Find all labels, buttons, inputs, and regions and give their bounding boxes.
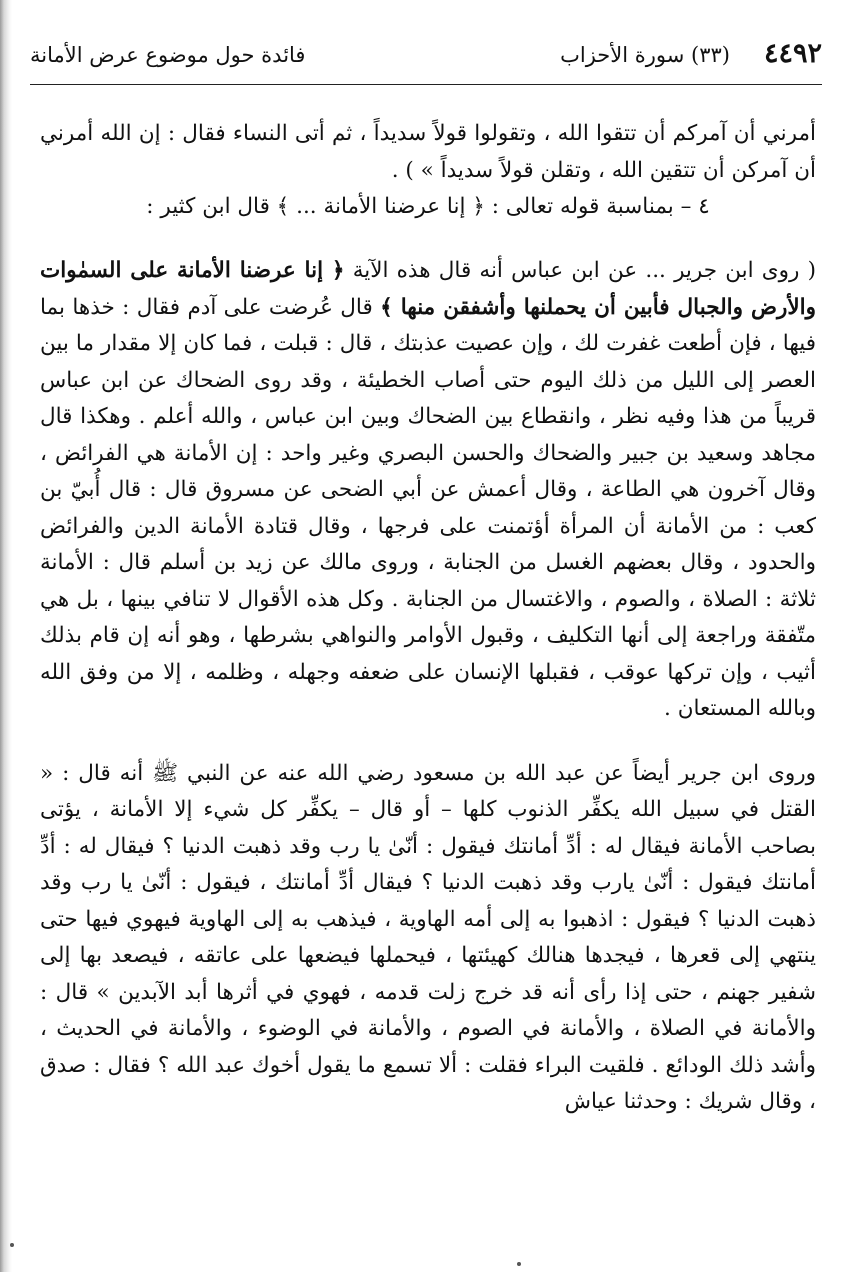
page-body: [40, 116, 816, 1121]
running-header: [30, 38, 822, 82]
paragraph-hadith: وروى ابن جرير أيضاً عن عبد الله بن مسعود رضي الله عنه عن النبي ﷺ أنه قال : « القتل في سبيل الله يكفِّر الذنوب كلها – أو قال – يكفِّر كل شيء إلا الأمانة ، يؤتى بصاحب الأمانة فيقال له : أدِّ أمانتك فيقول : أنّىٰ يا رب وقد ذهبت الدنيا ؟ فيقال له : أدِّ أمانتك فيقول : أنّىٰ يارب وقد ذهبت الدنيا ؟ فيقال أدِّ أمانتك ، فيقول : أنّىٰ يا رب وقد ذهبت الدنيا ؟ فيقول : اذهبوا به إلى أمه الهاوية ، فيذهب به إلى الهاوية فيهوي فيها حتى ينتهي إلى قعرها ، فيجدها هنالك كهيئتها ، فيحملها فيضعها على عاتقه ، فيصعد بها إلى شفير جهنم ، حتى إذا رأى أنه قد خرج زلت قدمه ، فهوي في أثرها أبد الآبدين » قال : والأمانة في الصلاة ، والأمانة في الصوم ، والأمانة في الوضوء ، والأمانة في الحديث ، وأشد ذلك الودائع . فلقيت البراء فقلت : ألا تسمع ما يقول أخوك عبد الله ؟ فقال : صدق ، وقال شريك : وحدثنا عياش: [40, 760, 816, 1114]
paragraph-intro: ( روى ابن جرير ... عن ابن عباس أنه قال هذه الآية: [344, 258, 816, 283]
section-heading: ٤ – بمناسبة قوله تعالى : ﴿ إنا عرضنا الأمانة ... ﴾ قال ابن كثير :: [146, 194, 710, 219]
paragraph-continuation: أمرني أن آمركم أن تتقوا الله ، وتقولوا قولاً سديداً ، ثم أتى النساء فقال : إن الله أمرني أن آمركن أن تتقين الله ، وتقلن قولاً سديداً » ) .: [40, 121, 816, 183]
page-binding-edge: [0, 0, 12, 1272]
scan-speck: [517, 1262, 521, 1266]
paragraph-text: قال عُرضت على آدم فقال : خذها بما فيها ، فإن أطعت غفرت لك ، وإن عصيت عذبتك ، قال : قبلت ، فما كان إلا مقدار ما بين العصر إلى الليل من ذلك اليوم حتى أصاب الخطيئة ، وقد روى الضحاك عن ابن عباس قريباً من هذا وفيه نظر ، وانقطاع بين الضحاك وبين ابن عباس ، والله أعلم . وهكذا قال مجاهد وسعيد بن جبير والضحاك والحسن البصري وغير واحد : إن الأمانة هي الفرائض ، وقال آخرون هي الطاعة ، وقال أعمش عن أبي الضحى عن مسروق قال : قال أُبيّ بن كعب : من الأمانة أن المرأة أؤتمنت على فرجها ، وقال قتادة الأمانة الدين والفرائض والحدود ، وقال بعضهم الغسل من الجنابة ، وروى مالك عن زيد بن أسلم قال : الأمانة ثلاثة : الصلاة ، والصوم ، والاغتسال من الجنابة . وكل هذه الأقوال لا تنافي بينها ، بل هي متّفقة وراجعة إلى أنها التكليف ، وقبول الأوامر والنواهي بشرطها ، وهو أنه إن قام بذلك أثيب ، وإن تركها عوقب ، فقبلها الإنسان على ضعفه وجهله ، وظلمه ، إلا من وفق الله وبالله المستعان .: [40, 294, 816, 721]
header-rule: [30, 84, 822, 85]
section-topic: فائدة حول موضوع عرض الأمانة: [30, 43, 306, 67]
page-number: ٤٤٩٢: [763, 38, 822, 69]
scan-speck: [10, 1243, 14, 1247]
quran-quote: ﴿ إنا عرضنا الأمانة على السمٰوات والأرض والجبال فأبين أن يحملنها وأشفقن منها ﴾: [40, 258, 816, 320]
surah-title: (٣٣) سورة الأحزاب: [560, 43, 730, 67]
paragraph-ibn-kathir: [40, 253, 816, 728]
